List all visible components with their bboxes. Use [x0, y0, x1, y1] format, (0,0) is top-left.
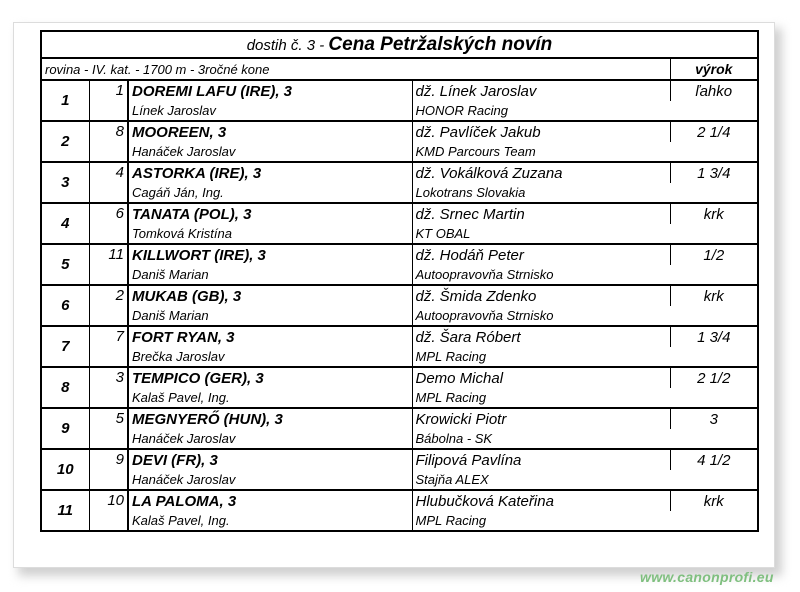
- verdict-spacer: [670, 142, 758, 162]
- verdict: 1/2: [670, 244, 758, 265]
- result-row-detail: [41, 183, 758, 203]
- owner-name: MPL Racing: [412, 511, 670, 531]
- trainer-name: Kalaš Pavel, Ing.: [128, 511, 412, 531]
- verdict-spacer: [670, 265, 758, 285]
- owner-name: KMD Parcours Team: [412, 142, 670, 162]
- finish-position: 3: [41, 162, 89, 203]
- verdict-spacer: [670, 511, 758, 531]
- result-row-detail: [41, 347, 758, 367]
- race-title-row: [41, 31, 758, 58]
- start-number: 11: [89, 244, 128, 285]
- results-sheet: [13, 22, 775, 568]
- horse-name: TANATA (POL), 3: [128, 203, 412, 224]
- verdict: 1 3/4: [670, 326, 758, 347]
- result-row: [41, 80, 758, 101]
- result-row-detail: [41, 429, 758, 449]
- race-conditions-row: [41, 58, 758, 80]
- trainer-name: Daniš Marian: [128, 306, 412, 326]
- finish-position: 7: [41, 326, 89, 367]
- finish-position: 1: [41, 80, 89, 121]
- result-row: [41, 244, 758, 265]
- race-title: [41, 31, 758, 58]
- jockey-name: Krowicki Piotr: [412, 408, 670, 429]
- verdict-spacer: [670, 306, 758, 326]
- jockey-name: Filipová Pavlína: [412, 449, 670, 470]
- trainer-name: Daniš Marian: [128, 265, 412, 285]
- verdict: krk: [670, 490, 758, 511]
- trainer-name: Hanáček Jaroslav: [128, 429, 412, 449]
- result-row-detail: [41, 306, 758, 326]
- owner-name: Stajňa ALEX: [412, 470, 670, 490]
- result-row: [41, 449, 758, 470]
- verdict-spacer: [670, 470, 758, 490]
- owner-name: Autoopravovňa Strnisko: [412, 265, 670, 285]
- trainer-name: Hanáček Jaroslav: [128, 142, 412, 162]
- horse-name: MUKAB (GB), 3: [128, 285, 412, 306]
- horse-name: MEGNYERŐ (HUN), 3: [128, 408, 412, 429]
- start-number: 2: [89, 285, 128, 326]
- start-number: 1: [89, 80, 128, 121]
- finish-position: 9: [41, 408, 89, 449]
- verdict-spacer: [670, 183, 758, 203]
- start-number: 9: [89, 449, 128, 490]
- horse-name: MOOREEN, 3: [128, 121, 412, 142]
- race-prefix: dostih č. 3 -: [246, 36, 325, 54]
- verdict: 2 1/2: [670, 367, 758, 388]
- result-row: [41, 408, 758, 429]
- verdict: ľahko: [670, 80, 758, 101]
- horse-name: KILLWORT (IRE), 3: [128, 244, 412, 265]
- result-row: [41, 285, 758, 306]
- start-number: 10: [89, 490, 128, 531]
- jockey-name: Demo Michal: [412, 367, 670, 388]
- jockey-name: dž. Pavlíček Jakub: [412, 121, 670, 142]
- result-row: [41, 490, 758, 511]
- horse-name: FORT RYAN, 3: [128, 326, 412, 347]
- verdict-spacer: [670, 224, 758, 244]
- trainer-name: Brečka Jaroslav: [128, 347, 412, 367]
- result-row: [41, 162, 758, 183]
- result-row-detail: [41, 470, 758, 490]
- horse-name: DEVI (FR), 3: [128, 449, 412, 470]
- start-number: 6: [89, 203, 128, 244]
- trainer-name: Tomková Kristína: [128, 224, 412, 244]
- jockey-name: dž. Línek Jaroslav: [412, 80, 670, 101]
- result-row-detail: [41, 142, 758, 162]
- verdict: krk: [670, 285, 758, 306]
- result-row-detail: [41, 388, 758, 408]
- owner-name: HONOR Racing: [412, 101, 670, 121]
- verdict-header: výrok: [670, 58, 758, 80]
- finish-position: 4: [41, 203, 89, 244]
- owner-name: Autoopravovňa Strnisko: [412, 306, 670, 326]
- results-table: [40, 30, 759, 532]
- verdict: krk: [670, 203, 758, 224]
- horse-name: DOREMI LAFU (IRE), 3: [128, 80, 412, 101]
- jockey-name: dž. Hodáň Peter: [412, 244, 670, 265]
- verdict-spacer: [670, 388, 758, 408]
- horse-name: ASTORKA (IRE), 3: [128, 162, 412, 183]
- verdict: 3: [670, 408, 758, 429]
- finish-position: 8: [41, 367, 89, 408]
- owner-name: Bábolna - SK: [412, 429, 670, 449]
- verdict: 2 1/4: [670, 121, 758, 142]
- result-row: [41, 367, 758, 388]
- verdict-spacer: [670, 347, 758, 367]
- jockey-name: dž. Šmida Zdenko: [412, 285, 670, 306]
- verdict: 1 3/4: [670, 162, 758, 183]
- start-number: 8: [89, 121, 128, 162]
- finish-position: 10: [41, 449, 89, 490]
- verdict: 4 1/2: [670, 449, 758, 470]
- result-row: [41, 326, 758, 347]
- verdict-spacer: [670, 101, 758, 121]
- race-name: Cena Petržalských novín: [328, 33, 553, 55]
- race-conditions: rovina - IV. kat. - 1700 m - 3ročné kone: [41, 58, 670, 80]
- jockey-name: dž. Vokálková Zuzana: [412, 162, 670, 183]
- result-row-detail: [41, 511, 758, 531]
- start-number: 7: [89, 326, 128, 367]
- trainer-name: Kalaš Pavel, Ing.: [128, 388, 412, 408]
- start-number: 5: [89, 408, 128, 449]
- horse-name: LA PALOMA, 3: [128, 490, 412, 511]
- trainer-name: Hanáček Jaroslav: [128, 470, 412, 490]
- start-number: 3: [89, 367, 128, 408]
- result-row: [41, 121, 758, 142]
- result-row: [41, 203, 758, 224]
- jockey-name: dž. Šara Róbert: [412, 326, 670, 347]
- finish-position: 11: [41, 490, 89, 531]
- jockey-name: Hlubučková Kateřina: [412, 490, 670, 511]
- owner-name: Lokotrans Slovakia: [412, 183, 670, 203]
- result-row-detail: [41, 101, 758, 121]
- trainer-name: Cagáň Ján, Ing.: [128, 183, 412, 203]
- verdict-spacer: [670, 429, 758, 449]
- finish-position: 5: [41, 244, 89, 285]
- result-row-detail: [41, 265, 758, 285]
- start-number: 4: [89, 162, 128, 203]
- owner-name: MPL Racing: [412, 347, 670, 367]
- owner-name: MPL Racing: [412, 388, 670, 408]
- owner-name: KT OBAL: [412, 224, 670, 244]
- finish-position: 6: [41, 285, 89, 326]
- result-row-detail: [41, 224, 758, 244]
- jockey-name: dž. Srnec Martin: [412, 203, 670, 224]
- horse-name: TEMPICO (GER), 3: [128, 367, 412, 388]
- finish-position: 2: [41, 121, 89, 162]
- trainer-name: Línek Jaroslav: [128, 101, 412, 121]
- watermark: www.canonprofi.eu: [640, 569, 774, 585]
